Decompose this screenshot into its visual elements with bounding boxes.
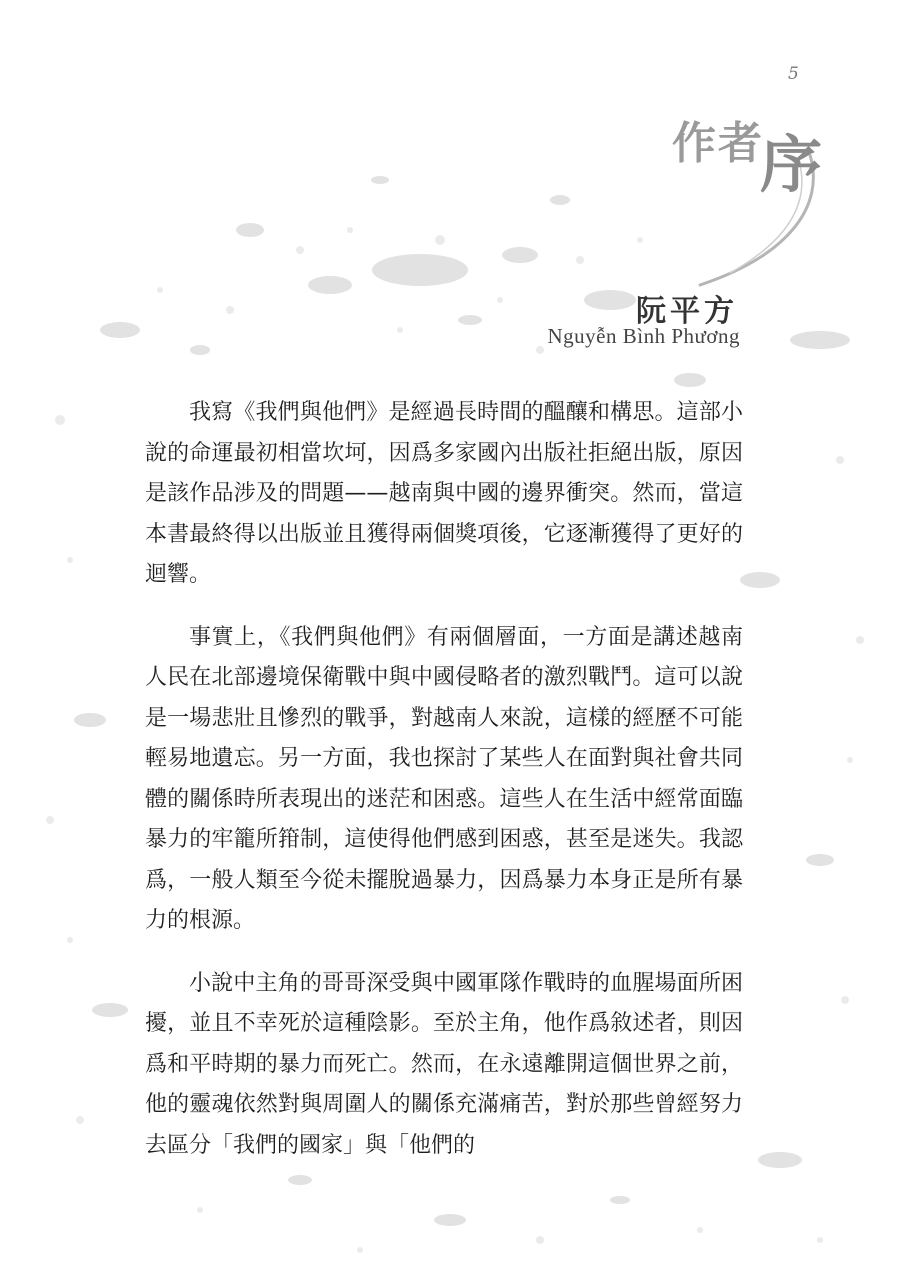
paragraph-3: 小說中主角的哥哥深受與中國軍隊作戰時的血腥場面所困擾，並且不幸死於這種陰影。至於主角，他作爲敘述者，則因爲和平時期的暴力而死亡。然而，在永遠離開這個世界之前，他的靈魂依然對與周圍人的關係充滿痛苦，對於那些曾經努力去區分「我們的國家」與「他們的 — [145, 970, 743, 1158]
page-number: 5 — [788, 64, 799, 84]
author-name-latin: Nguyễn Bình Phương — [547, 324, 740, 348]
title-accent: 序 — [760, 128, 823, 201]
paragraph-2: 事實上，《我們與他們》有兩個層面，一方面是講述越南人民在北部邊境保衛戰中與中國侵略者的激烈戰鬥。這可以說是一場悲壯且慘烈的戰爭，對越南人來說，這樣的經歷不可能輕易地遺忘。另一方面，我也探討了某些人在面對與社會共同體的關係時所表現出的迷茫和困惑。這些人在生活中經常面臨暴力的牢籠所箝制，這使得他們感到困惑，甚至是迷失。我認爲，一般人類至今從未擺脫過暴力，因爲暴力本身正是所有暴力的根源。 — [145, 624, 743, 933]
paragraph-1: 我寫《我們與他們》是經過長時間的醞釀和構思。這部小說的命運最初相當坎坷，因爲多家國內出版社拒絕出版，原因是該作品涉及的問題——越南與中國的邊界衝突。然而，當這本書最終得以出版並且獲得兩個獎項後，它逐漸獲得了更好的迴響。 — [145, 400, 743, 587]
chapter-title — [660, 95, 840, 295]
body-text — [145, 393, 743, 1188]
author-name: 阮平方 — [636, 294, 738, 329]
title-main: 作者 — [672, 118, 764, 169]
